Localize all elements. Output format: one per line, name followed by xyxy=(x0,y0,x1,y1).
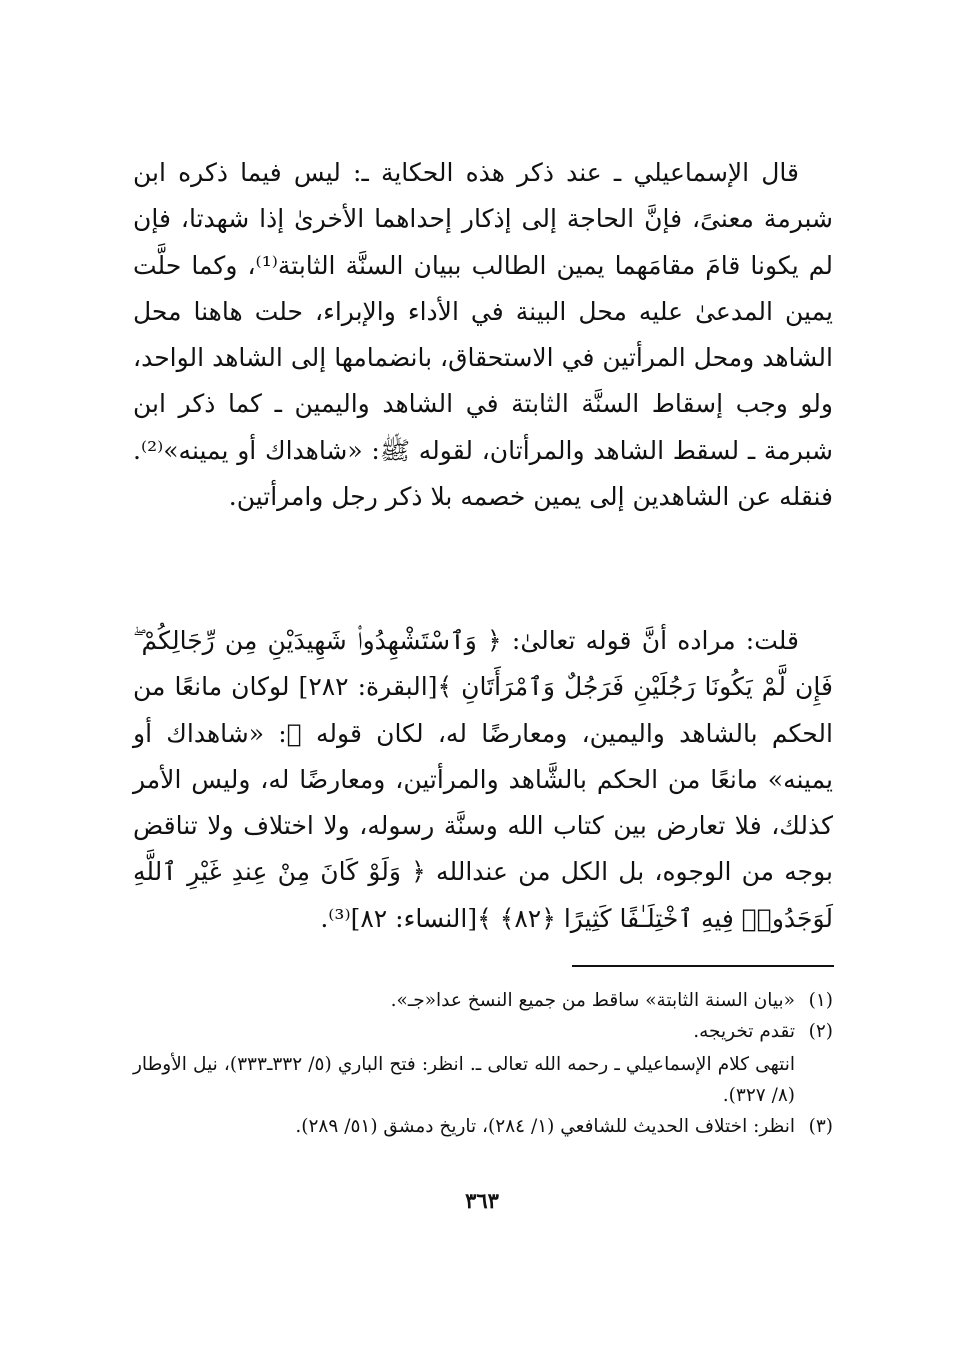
footnote-3 xyxy=(133,1111,833,1142)
footnote-2-continuation: انتهى كلام الإسماعيلي ـ رحمه الله تعالى ـ. انظر: فتح الباري (٥/ ٣٣٢ـ٣٣٣)، نيل الأوطار (٨/ ٣٢٧). xyxy=(133,1054,795,1106)
paragraph-text: قال الإسماعيلي ـ عند ذكر هذه الحكاية ـ: ليس فيما ذكره ابن شبرمة معنىً، فإنَّ الحاجة إلى إذكار إحداهما الأخرىٰ إذا شهدتا، فإن لم يكونا قامَ مقامَهما يمين الطالب ببيان السنَّة الثابتة⁽¹⁾، وكما حلَّت يمين المدعىٰ عليه محل البينة في الأداء والإبراء، حلت هاهنا محل الشاهد ومحل المرأتين في الاستحقاق، بانضمامها إلى الشاهد الواحد، ولو وجب إسقاط السنَّة الثابتة في الشاهد واليمين ـ كما ذكر ابن شبرمة ـ لسقط الشاهد والمرأتان، لقوله ﷺ: «شاهداك أو يمينه»⁽²⁾. فنقله عن الشاهدين إلى يمين خصمه بلا ذكر رجل وامرأتين. xyxy=(133,158,833,512)
footnote-text: تقدم تخريجه. xyxy=(693,1021,795,1042)
footnote-separator xyxy=(572,965,834,967)
main-paragraph-2 xyxy=(133,618,833,942)
footnote-number: (٢) xyxy=(808,1021,833,1042)
footnotes-section xyxy=(133,985,833,1142)
footnote-text: انظر: اختلاف الحديث للشافعي (١/ ٢٨٤)، تاريخ دمشق (٥١/ ٢٨٩). xyxy=(295,1116,795,1137)
footnote-1 xyxy=(133,985,833,1016)
footnote-2 xyxy=(133,1016,833,1047)
footnote-text: «بيان السنة الثابتة» ساقط من جميع النسخ عدا«جـ». xyxy=(390,990,795,1011)
main-paragraph-1 xyxy=(133,150,833,520)
paragraph-text: قلت: مراده أنَّ قوله تعالىٰ: ﴿ وَٱسْتَشْهِدُوا۟ شَهِيدَيْنِ مِن رِّجَالِكُمْ ۖ فَإِن لَّمْ يَكُونَا رَجُلَيْنِ فَرَجُلٌ وَٱمْرَأَتَانِ ﴾[البقرة: ٢٨٢] لوكان مانعًا من الحكم بالشاهد واليمين، ومعارضًا له، لكان قوله ﷺ: «شاهداك أو يمينه» مانعًا من الحكم بالشَّاهد والمرأتين، ومعارضًا له، وليس الأمر كذلك، فلا تعارض بين كتاب الله وسنَّة رسوله، ولا اختلاف ولا تناقض بوجه من الوجوه، بل الكل من عندالله ﴿ وَلَوْ كَانَ مِنْ عِندِ غَيْرِ ٱللَّهِ لَوَجَدُوا۟ فِيهِ ٱخْتِلَـٰفًا كَثِيرًا ﴿٨٢﴾ ﴾[النساء: ٨٢]⁽³⁾. xyxy=(133,626,833,933)
page-number: ٣٦٣ xyxy=(465,1188,499,1213)
footnote-number: (١) xyxy=(808,990,833,1011)
footnote-number: (٣) xyxy=(808,1116,833,1137)
